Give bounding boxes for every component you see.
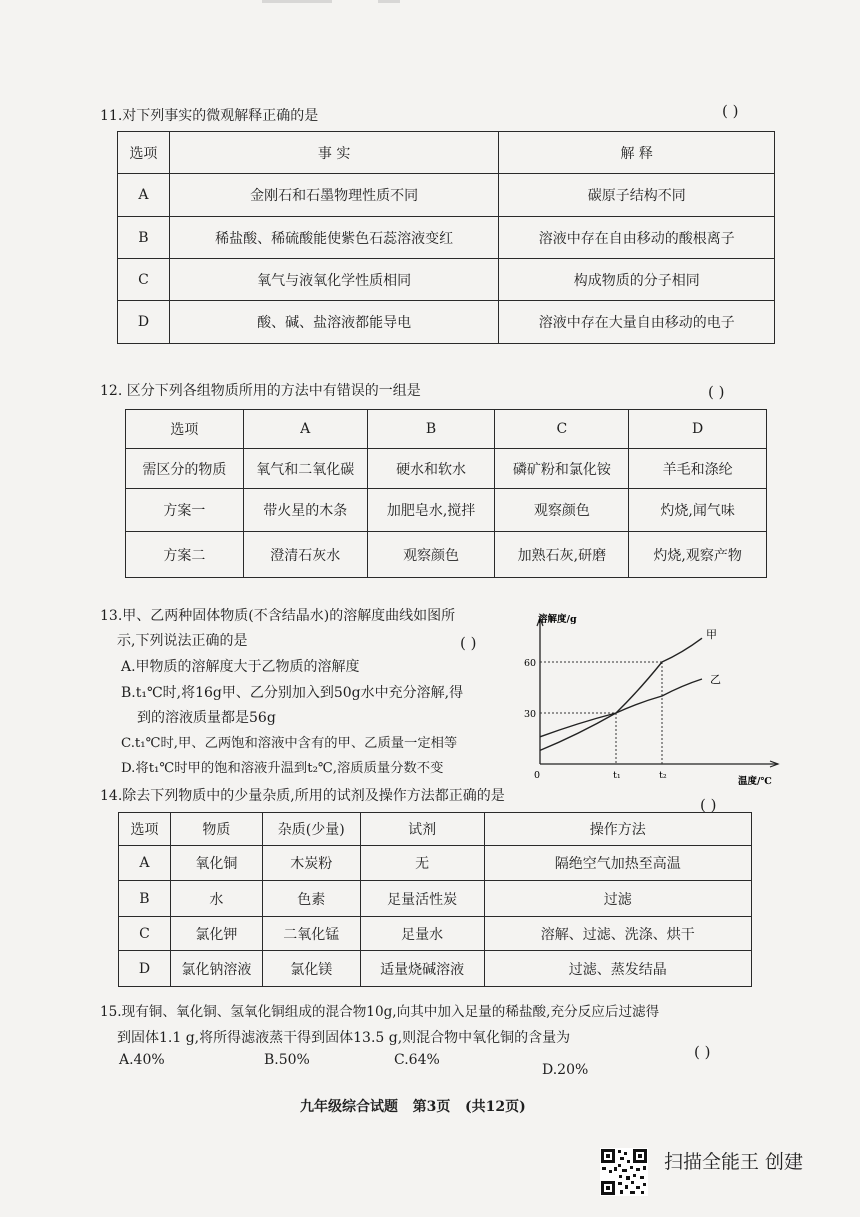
q14-cell: 氯化钾	[170, 917, 262, 951]
y-axis-label: 溶解度/g	[538, 614, 577, 625]
y-tick-label: 60	[524, 658, 537, 669]
q11-table	[117, 131, 775, 344]
q14-cell: 氧化铜	[170, 846, 262, 881]
q12-row-label: 需区分的物质	[126, 449, 244, 489]
qr-code-icon	[600, 1148, 648, 1196]
q12-header: B	[367, 410, 495, 449]
solubility-chart	[520, 608, 788, 798]
q14-cell: B	[119, 881, 171, 917]
q12-header-row	[126, 410, 767, 449]
q14-header: 操作方法	[484, 813, 752, 846]
q14-cell: 足量水	[360, 917, 484, 951]
origin-label: 0	[534, 770, 541, 781]
q13-option-a: A.甲物质的溶解度大于乙物质的溶解度	[121, 659, 360, 675]
q15-option-b: B.50%	[264, 1052, 310, 1068]
q11-header-fact: 事 实	[169, 132, 499, 174]
q12-cell: 观察颜色	[495, 489, 629, 532]
table-row	[118, 259, 775, 301]
q14-header: 选项	[119, 813, 171, 846]
q12-row-label: 方案二	[126, 532, 244, 578]
q13-option-c: C.t₁℃时,甲、乙两饱和溶液中含有的甲、乙质量一定相等	[121, 736, 458, 751]
q11-explain: 构成物质的分子相同	[499, 259, 775, 301]
q14-cell: 氯化钠溶液	[170, 951, 262, 987]
q11-explain: 溶液中存在自由移动的酸根离子	[499, 217, 775, 259]
q12-cell: 带火星的木条	[243, 489, 367, 532]
q11-header-option: 选项	[118, 132, 170, 174]
q14-cell: 水	[170, 881, 262, 917]
series-label: 甲	[706, 628, 717, 642]
table-row	[119, 917, 752, 951]
q13-option-b-cont: 到的溶液质量都是56g	[137, 710, 276, 726]
table-row	[118, 301, 775, 344]
q11-option: B	[118, 217, 170, 259]
q11-explain: 碳原子结构不同	[499, 174, 775, 217]
table-row	[118, 174, 775, 217]
x-tick-label: t₂	[659, 770, 667, 781]
scanner-watermark: 扫描全能王 创建	[664, 1151, 804, 1173]
q11-option: C	[118, 259, 170, 301]
table-row	[119, 846, 752, 881]
table-row	[119, 881, 752, 917]
table-row	[119, 951, 752, 987]
q12-cell: 加熟石灰,研磨	[495, 532, 629, 578]
q14-cell: 氯化镁	[262, 951, 360, 987]
q14-cell: 隔绝空气加热至高温	[484, 846, 752, 881]
q11-header-explain: 解 释	[499, 132, 775, 174]
q14-cell: 无	[360, 846, 484, 881]
q12-cell: 氧气和二氧化碳	[243, 449, 367, 489]
y-tick-label: 30	[524, 709, 537, 720]
q14-cell: 二氧化锰	[262, 917, 360, 951]
q11-stem: 11.对下列事实的微观解释正确的是	[100, 108, 319, 124]
q14-header: 物质	[170, 813, 262, 846]
q11-explain: 溶液中存在大量自由移动的电子	[499, 301, 775, 344]
q13-answer-paren: ( )	[460, 634, 477, 652]
table-row	[126, 532, 767, 578]
x-tick-label: t₁	[613, 770, 621, 781]
q12-cell: 羊毛和涤纶	[629, 449, 767, 489]
q15-option-a: A.40%	[119, 1052, 165, 1068]
q11-option: D	[118, 301, 170, 344]
x-axis-label: 温度/℃	[738, 776, 772, 787]
q14-cell: 木炭粉	[262, 846, 360, 881]
q14-cell: 溶解、过滤、洗涤、烘干	[484, 917, 752, 951]
q12-header: A	[243, 410, 367, 449]
q14-cell: A	[119, 846, 171, 881]
q12-header: D	[629, 410, 767, 449]
series-curve-jia	[540, 638, 702, 750]
q14-header: 试剂	[360, 813, 484, 846]
series-label: 乙	[710, 673, 721, 686]
scan-artifact	[378, 0, 400, 3]
q12-cell: 澄清石灰水	[243, 532, 367, 578]
q15-option-d: D.20%	[542, 1062, 589, 1078]
q11-fact: 稀盐酸、稀硫酸能使紫色石蕊溶液变红	[169, 217, 499, 259]
q11-fact: 金刚石和石墨物理性质不同	[169, 174, 499, 217]
q12-header: 选项	[126, 410, 244, 449]
q15-line1: 15.现有铜、氧化铜、氢氧化铜组成的混合物10g,向其中加入足量的稀盐酸,充分反应后过滤得	[100, 1004, 660, 1020]
q14-cell: 足量活性炭	[360, 881, 484, 917]
q13-stem-line1: 13.甲、乙两种固体物质(不含结晶水)的溶解度曲线如图所	[100, 608, 456, 624]
q14-cell: C	[119, 917, 171, 951]
q12-cell: 灼烧,观察产物	[629, 532, 767, 578]
q12-cell: 硬水和软水	[367, 449, 495, 489]
table-row	[118, 217, 775, 259]
q11-answer-paren: ( )	[722, 102, 739, 120]
q14-header-row	[119, 813, 752, 846]
q12-cell: 磷矿粉和氯化铵	[495, 449, 629, 489]
q15-option-c: C.64%	[394, 1052, 440, 1068]
scan-artifact	[262, 0, 332, 3]
q13-option-d: D.将t₁℃时甲的饱和溶液升温到t₂℃,溶质质量分数不变	[121, 761, 444, 776]
table-row	[126, 489, 767, 532]
q15-answer-paren: ( )	[694, 1043, 711, 1061]
q11-fact: 氧气与液氧化学性质相同	[169, 259, 499, 301]
q14-cell: 色素	[262, 881, 360, 917]
q15-line2: 到固体1.1 g,将所得滤液蒸干得到固体13.5 g,则混合物中氧化铜的含量为	[117, 1030, 571, 1046]
q14-cell: 过滤	[484, 881, 752, 917]
q12-cell: 加肥皂水,搅拌	[367, 489, 495, 532]
q11-fact: 酸、碱、盐溶液都能导电	[169, 301, 499, 344]
q14-cell: D	[119, 951, 171, 987]
q13-option-b: B.t₁℃时,将16g甲、乙分别加入到50g水中充分溶解,得	[121, 685, 464, 701]
q14-cell: 适量烧碱溶液	[360, 951, 484, 987]
q13-stem-line2: 示,下列说法正确的是	[117, 633, 248, 649]
q12-row-label: 方案一	[126, 489, 244, 532]
q12-cell: 观察颜色	[367, 532, 495, 578]
q11-option: A	[118, 174, 170, 217]
q12-cell: 灼烧,闻气味	[629, 489, 767, 532]
q14-answer-paren: ( )	[700, 796, 717, 814]
table-row	[126, 449, 767, 489]
q14-stem: 14.除去下列物质中的少量杂质,所用的试剂及操作方法都正确的是	[100, 788, 505, 804]
q12-table	[125, 409, 767, 578]
q12-answer-paren: ( )	[708, 383, 725, 401]
q14-header: 杂质(少量)	[262, 813, 360, 846]
q11-header-row	[118, 132, 775, 174]
q12-stem: 12. 区分下列各组物质所用的方法中有错误的一组是	[100, 383, 421, 399]
q14-table	[118, 812, 752, 987]
q14-cell: 过滤、蒸发结晶	[484, 951, 752, 987]
page-footer: 九年级综合试题 第3页 (共12页)	[300, 1099, 526, 1115]
q12-header: C	[495, 410, 629, 449]
